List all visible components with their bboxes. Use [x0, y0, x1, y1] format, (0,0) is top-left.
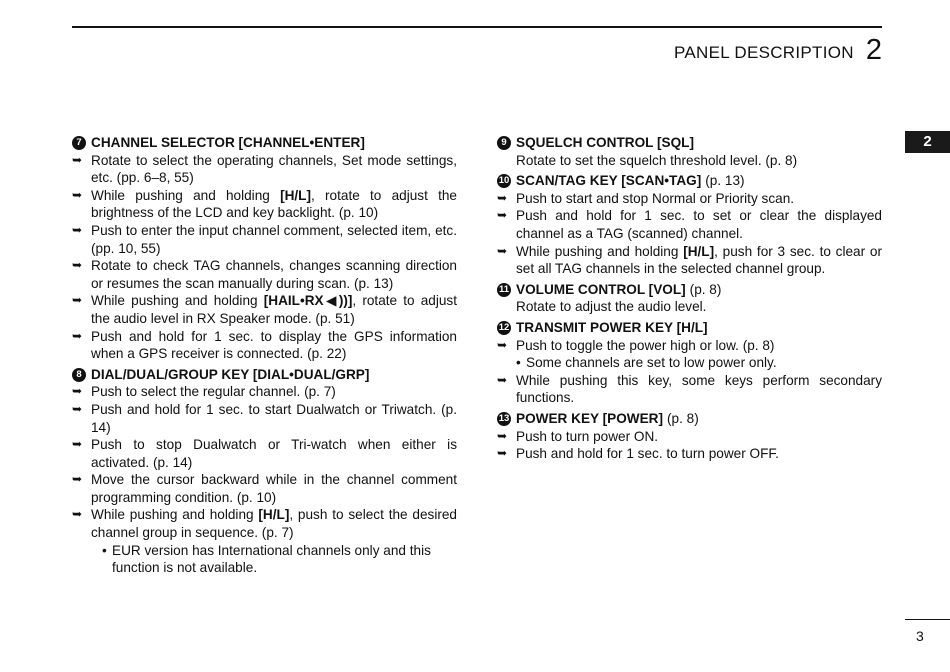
number-badge: 11 [498, 283, 510, 295]
number-badge: 12 [498, 321, 510, 333]
arrow-icon: ➥ [497, 208, 508, 223]
top-rule [72, 26, 882, 28]
section-title: CHANNEL SELECTOR [CHANNEL•ENTER] [91, 135, 365, 150]
section-title: DIAL/DUAL/GROUP KEY [DIAL•DUAL/GRP] [91, 366, 370, 382]
list-item [72, 401, 457, 436]
list-item [72, 383, 457, 401]
page-header [674, 36, 882, 65]
list-item [497, 337, 882, 355]
section-transmit-power-key [497, 319, 882, 407]
number-badge: 9 [497, 136, 511, 150]
section-squelch-control [497, 134, 882, 169]
section-title: POWER KEY [POWER] [516, 410, 664, 426]
arrow-icon: ➥ [72, 384, 83, 399]
number-badge: 13 [498, 412, 510, 424]
list-item [72, 506, 457, 541]
key-label: [H/L] [280, 187, 312, 203]
arrow-icon: ➥ [497, 337, 508, 352]
sub-note [72, 542, 457, 577]
note-text: EUR version has International channels only and this function is not available. [112, 542, 431, 576]
page-number: 3 [916, 628, 924, 644]
arrow-icon: ➥ [72, 222, 83, 237]
arrow-icon: ➥ [72, 187, 83, 202]
item-text: While pushing and holding [H/L], push to select the desired channel group in sequence. (p. 7) [91, 507, 457, 541]
item-text: While pushing and holding [H/L], rotate to adjust the brightness of the LCD and key backlight. (p. 10) [91, 187, 457, 221]
key-label: [HAIL•RX◀))] [263, 293, 353, 309]
section-title: VOLUME CONTROL [VOL] [516, 281, 686, 297]
list-item [497, 428, 882, 446]
bullet-icon: • [516, 355, 521, 371]
item-text: Push to enter the input channel comment, selected item, etc. (pp. 10, 55) [91, 222, 457, 256]
bullet-icon: • [102, 542, 107, 558]
item-text: While pushing and holding [H/L], push for 3 sec. to clear or set all TAG channels in the selected channel group. [516, 243, 882, 277]
arrow-icon: ➥ [497, 372, 508, 387]
number-badge: 7 [72, 136, 86, 150]
list-item [72, 292, 457, 327]
header-title: PANEL DESCRIPTION [674, 43, 854, 62]
section-text: Rotate to set the squelch threshold level. (p. 8) [516, 152, 798, 168]
section-heading [497, 134, 882, 152]
sub-note [497, 354, 882, 372]
chapter-number: 2 [865, 34, 882, 66]
section-title: SCAN/TAG KEY [SCAN•TAG] [516, 173, 702, 189]
item-text: Rotate to check TAG channels, changes scanning direction or resumes the scan manually during scan. (p. 13) [91, 258, 457, 291]
item-text: Push and hold for 1 sec. to set or clear the displayed channel as a TAG (scanned) channel. [516, 208, 882, 241]
arrow-icon: ➥ [72, 401, 83, 416]
section-heading [497, 319, 882, 337]
section-heading [72, 134, 457, 152]
item-text: Push to start and stop Normal or Priority scan. [516, 190, 795, 206]
list-item [72, 222, 457, 257]
page-reference: (p. 8) [689, 281, 722, 297]
page-reference: (p. 13) [705, 173, 745, 189]
note-text: Some channels are set to low power only. [526, 355, 777, 371]
arrow-icon: ➥ [497, 243, 508, 258]
item-text: While pushing and holding [HAIL•RX◀))], rotate to adjust the audio level in RX Speaker mode. (p. 51) [91, 293, 458, 326]
page-reference: (p. 8) [667, 410, 699, 426]
arrow-icon: ➥ [72, 152, 83, 167]
number-badge: 8 [72, 368, 86, 382]
item-text: Rotate to select the operating channels, Set mode settings, etc. (pp. 6–8, 55) [91, 152, 457, 186]
right-column [497, 134, 882, 466]
section-title: TRANSMIT POWER KEY [H/L] [516, 319, 708, 335]
item-text: Push and hold for 1 sec. to turn power OFF. [516, 446, 779, 462]
section-heading [497, 410, 882, 428]
list-item [497, 445, 882, 463]
arrow-icon: ➥ [72, 437, 83, 452]
arrow-icon: ➥ [497, 190, 508, 205]
section-dial-dual-group-key [72, 366, 457, 577]
section-power-key [497, 410, 882, 463]
arrow-icon: ➥ [72, 293, 83, 308]
bottom-rule [905, 619, 950, 620]
list-item [497, 372, 882, 407]
item-text: Push to turn power ON. [516, 428, 659, 444]
key-label: [H/L] [258, 507, 290, 523]
list-item [497, 207, 882, 242]
item-text: Move the cursor backward while in the channel comment programming condition. (p. 10) [91, 472, 457, 505]
list-item [497, 190, 882, 208]
section-title: SQUELCH CONTROL [SQL] [516, 135, 694, 150]
item-text: Push to toggle the power high or low. (p. 8) [516, 337, 775, 353]
list-item [72, 436, 457, 471]
section-scan-tag-key [497, 172, 882, 278]
section-heading [497, 281, 882, 299]
arrow-icon: ➥ [72, 472, 83, 487]
section-channel-selector [72, 134, 457, 363]
list-item [72, 328, 457, 363]
item-text: Push and hold for 1 sec. to start Dualwatch or Triwatch. (p. 14) [91, 401, 457, 435]
key-label: [H/L] [683, 243, 715, 259]
item-text: Push to stop Dualwatch or Tri-watch when either is activated. (p. 14) [91, 437, 457, 470]
section-heading [497, 172, 882, 190]
list-item [72, 471, 457, 506]
list-item [72, 152, 457, 187]
section-text: Rotate to adjust the audio level. [516, 299, 707, 315]
number-badge: 10 [498, 174, 510, 186]
arrow-icon: ➥ [72, 507, 83, 522]
item-text: Push to select the regular channel. (p. 7) [91, 384, 336, 400]
chapter-side-tab: 2 [905, 131, 950, 153]
item-text: While pushing this key, some keys perform secondary functions. [516, 372, 882, 406]
list-item [497, 243, 882, 278]
arrow-icon: ➥ [72, 328, 83, 343]
section-heading [72, 366, 457, 384]
arrow-icon: ➥ [497, 428, 508, 443]
list-item [72, 257, 457, 292]
item-text: Push and hold for 1 sec. to display the GPS information when a GPS receiver is connected. (p. 22) [91, 328, 457, 362]
arrow-icon: ➥ [497, 446, 508, 461]
section-volume-control [497, 281, 882, 316]
arrow-icon: ➥ [72, 258, 83, 273]
left-column [72, 134, 457, 580]
list-item [72, 187, 457, 222]
